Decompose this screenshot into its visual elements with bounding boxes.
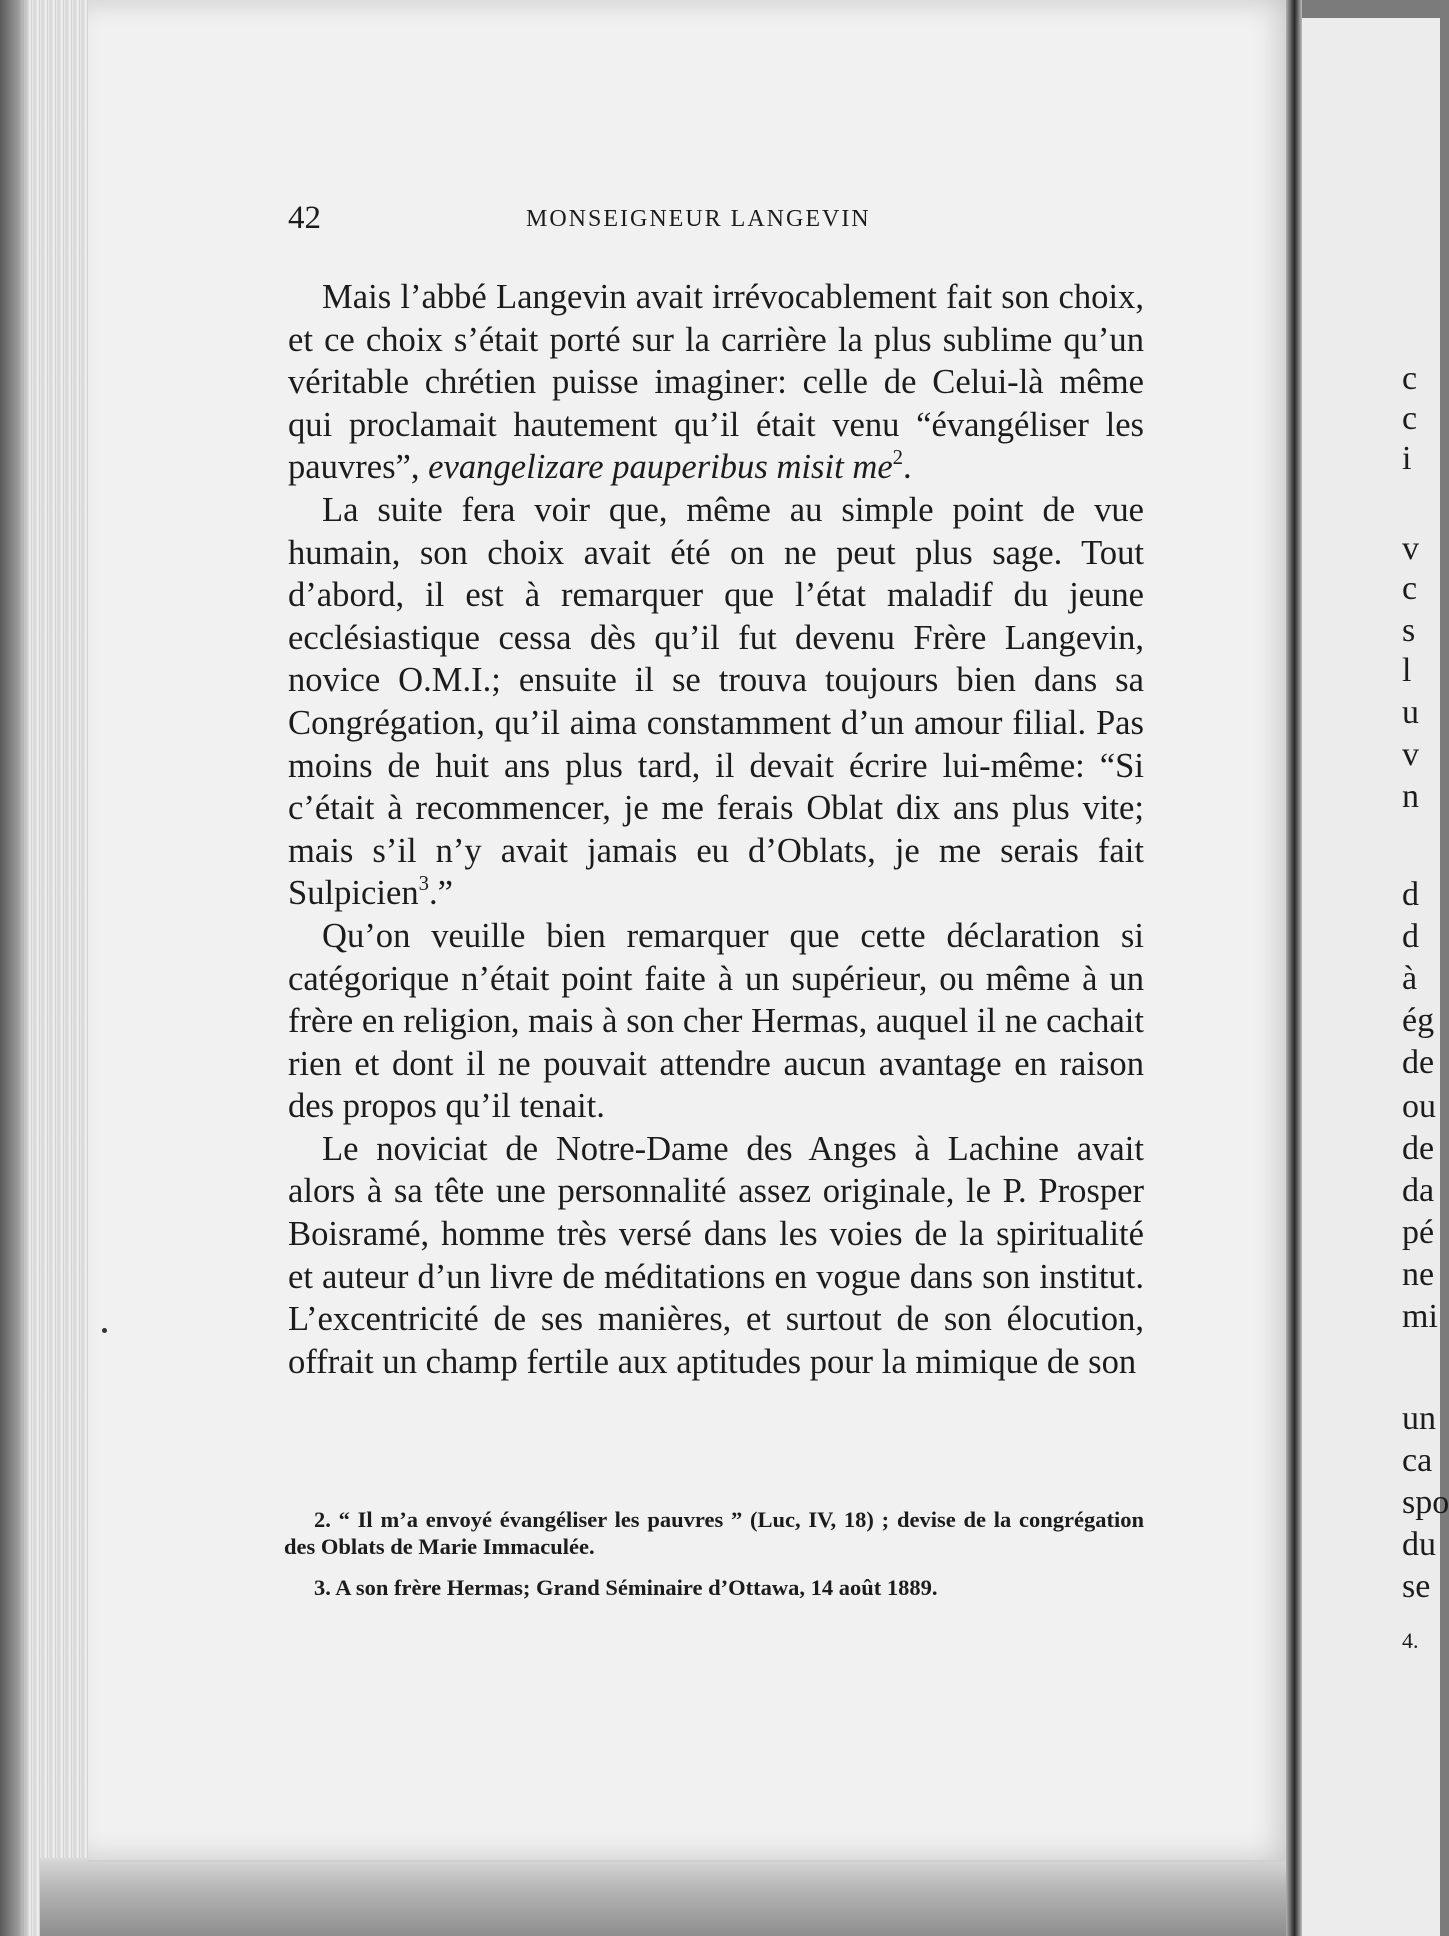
facing-page-fragment: mi — [1402, 1298, 1438, 1335]
facing-page-fragment: c — [1402, 570, 1418, 607]
facing-page-fragment: spo — [1402, 1484, 1449, 1521]
facing-page-fragment: ne — [1402, 1256, 1435, 1293]
footnote-2: 2. “ Il m’a envoyé évangéliser les pauvres ” (Luc, IV, 18) ; devise de la congrégation des Oblats de Marie Immaculée. — [284, 1507, 1144, 1559]
facing-page-fragment: de — [1402, 1130, 1435, 1167]
latin-quote: evangelizare pauperibus misit me — [428, 448, 893, 487]
footnote-ref-3: 3 — [418, 873, 429, 896]
footnote-3: 3. A son frère Hermas; Grand Séminaire d’Ottawa, 14 août 1889. — [314, 1575, 938, 1600]
facing-page-fragment: u — [1402, 694, 1419, 731]
facing-page-fragment: v — [1402, 736, 1419, 773]
facing-page-fragment: n — [1402, 778, 1419, 815]
facing-page-fragment: da — [1402, 1172, 1435, 1209]
paragraph-4: Le noviciat de Notre-Dame des Anges à Lachine avait alors à sa tête une personnalité assez originale, le P. Prosper Boisramé, homme très versé dans les voies de la spiritualité et auteur d’un livre de méditations en vogue dans son institut. L’excentricité de ses manières, et surtout de son élocution, offrait un champ fertile aux aptitudes pour la mimique de son — [288, 1129, 1144, 1381]
facing-page-fragment: c — [1402, 400, 1418, 437]
paragraph-1 — [288, 276, 1144, 489]
paragraph-2-end: .” — [429, 874, 453, 913]
facing-page-fragment: i — [1402, 440, 1412, 477]
paragraph-1-end: . — [903, 448, 912, 487]
footnote-ref-2: 2 — [892, 447, 904, 470]
facing-page-text — [1402, 0, 1449, 1936]
page-number: 42 — [288, 200, 321, 236]
paragraph-2 — [288, 489, 1144, 915]
facing-page-fragment: un — [1402, 1400, 1436, 1437]
facing-page-fragment: s — [1402, 612, 1416, 649]
facing-page-fragment: c — [1402, 360, 1418, 397]
facing-page-fragment: ég — [1402, 1002, 1435, 1039]
page-header — [288, 200, 1148, 250]
facing-page-fragment: ou — [1402, 1088, 1436, 1125]
facing-page-fragment: à — [1402, 960, 1418, 997]
book-gutter — [1286, 0, 1302, 1936]
facing-page-fragment: v — [1402, 530, 1419, 567]
facing-page-fragment: ca — [1402, 1442, 1433, 1479]
body-text — [288, 276, 1144, 1383]
facing-page-fragment: pé — [1402, 1214, 1435, 1251]
facing-page-fragment: 4. — [1402, 1628, 1419, 1653]
paragraph-1-text: Mais l’abbé Langevin avait irrévocablement fait son choix, et ce choix s’était porté sur la carrière la plus sublime qu’un véritable chrétien puisse imaginer: celle de Celui-là même qui proclamait hautement qu’il était venu “évangéliser les pauvres”, — [288, 278, 1144, 487]
book-edge-shadow — [0, 0, 30, 1936]
paragraph-3: Qu’on veuille bien remarquer que cette déclaration si catégorique n’était point faite à un supérieur, ou même à un frère en religion, mais à son cher Hermas, auquel il ne cachait rien et dont il ne pouvait attendre aucun avantage en raison des propos qu’il tenait. — [288, 916, 1144, 1126]
paragraph-2-text: La suite fera voir que, même au simple point de vue humain, son choix avait été on ne peut plus sage. Tout d’abord, il est à remarquer que l’état maladif du jeune ecclésiastique cessa dès qu’il fut devenu Frère Langevin, novice O.M.I.; ensuite il se trouva toujours bien dans sa Congrégation, qu’il aima constamment d’un amour filial. Pas moins de huit ans plus tard, il devait écrire lui-même: “Si c’était à recommencer, je me ferais Oblat dix ans plus vite; mais s’il n’y avait jamais eu d’Oblats, je me serais fait Sulpicien — [288, 490, 1144, 913]
facing-page-fragment: d — [1402, 876, 1419, 913]
facing-page-fragment: se — [1402, 1568, 1431, 1605]
speck — [102, 1328, 107, 1333]
facing-page-fragment: l — [1402, 652, 1412, 689]
footnotes — [284, 1506, 1144, 1615]
page-bottom-edge — [40, 1858, 1298, 1936]
facing-page-fragment: d — [1402, 918, 1419, 955]
running-title: MONSEIGNEUR LANGEVIN — [526, 206, 871, 232]
facing-page-fragment: du — [1402, 1526, 1436, 1563]
facing-page-fragment: de — [1402, 1044, 1435, 1081]
